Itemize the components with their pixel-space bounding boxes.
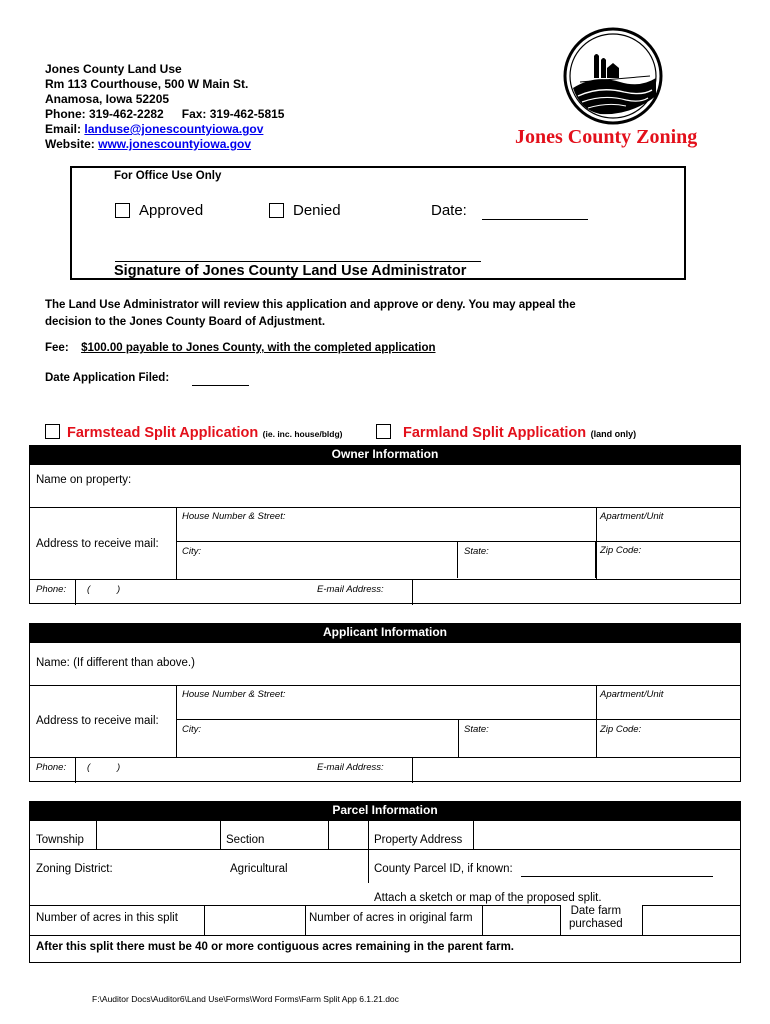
fee-label: Fee: xyxy=(45,342,69,354)
farmland-option xyxy=(403,424,636,442)
website-label: Website: xyxy=(45,137,95,151)
fee-text: $100.00 payable to Jones County, with the completed application xyxy=(81,342,436,354)
farmland-note: (land only) xyxy=(590,429,637,439)
signature-label: Signature of Jones County Land Use Administrator xyxy=(114,263,467,279)
parcel-footer-note: After this split there must be 40 or more contiguous acres remaining in the parent farm. xyxy=(36,941,514,953)
applicant-phone-close: ) xyxy=(117,762,121,773)
zoning-district-value: Agricultural xyxy=(230,863,288,875)
applicant-info-bar: Applicant Information xyxy=(29,623,741,642)
phone-text: Phone: 319-462-2282 xyxy=(45,107,164,121)
applicant-city-label: City: xyxy=(182,724,201,735)
file-path-footer: F:\Auditor Docs\Auditor6\Land Use\Forms\Word Forms\Farm Split App 6.1.21.doc xyxy=(92,994,399,1004)
farmland-label: Farmland Split Application xyxy=(403,425,587,441)
fax-text: Fax: 319-462-5815 xyxy=(181,107,285,121)
address-line-2: Anamosa, Iowa 52205 xyxy=(45,92,170,106)
owner-name-label: Name on property: xyxy=(36,474,132,486)
phone-fax-line xyxy=(45,107,284,122)
review-line-1: The Land Use Administrator will review this application and approve or deny. You may appeal the xyxy=(45,299,576,311)
applicant-phone-label: Phone: xyxy=(36,762,67,773)
denied-checkbox[interactable] xyxy=(269,203,284,218)
applicant-name-label: Name: (If different than above.) xyxy=(36,657,195,669)
email-link[interactable]: landuse@jonescountyiowa.gov xyxy=(84,122,264,136)
date-farm-purchased xyxy=(569,905,623,931)
office-date-field[interactable] xyxy=(482,219,588,220)
applicant-phone-open: ( xyxy=(87,762,91,773)
zoning-district-label: Zoning District: xyxy=(36,863,113,875)
owner-state-label: State: xyxy=(464,546,489,557)
applicant-apt-label: Apartment/Unit xyxy=(600,689,664,700)
org-name: Jones County Land Use xyxy=(45,62,182,76)
farmstead-checkbox[interactable] xyxy=(45,424,60,439)
office-use-title: For Office Use Only xyxy=(114,170,222,182)
fee-line xyxy=(45,342,436,354)
owner-info-bar: Owner Information xyxy=(29,445,741,464)
applicant-info-table xyxy=(29,642,741,782)
farmstead-option xyxy=(67,424,342,442)
office-use-box xyxy=(70,166,686,280)
property-address-label: Property Address xyxy=(374,834,463,846)
owner-phone-label: Phone: xyxy=(36,584,67,595)
owner-house-label: House Number & Street: xyxy=(182,511,286,522)
sketch-note: Attach a sketch or map of the proposed split. xyxy=(374,892,602,904)
approved-checkbox[interactable] xyxy=(115,203,130,218)
owner-city-label: City: xyxy=(182,546,201,557)
date-farm-label-2: purchased xyxy=(569,918,623,930)
farm-logo-icon xyxy=(560,26,670,126)
owner-phone-open: ( xyxy=(87,584,91,595)
applicant-email-label: E-mail Address: xyxy=(317,762,384,773)
owner-email-label: E-mail Address: xyxy=(317,584,384,595)
owner-phone-close: ) xyxy=(117,584,121,595)
applicant-zip-label: Zip Code: xyxy=(600,724,642,735)
parcel-id-field[interactable] xyxy=(521,876,713,877)
website-link[interactable]: www.jonescountyiowa.gov xyxy=(98,137,252,151)
applicant-state-label: State: xyxy=(464,724,489,735)
denied-label: Denied xyxy=(293,202,341,219)
owner-zip-label: Zip Code: xyxy=(600,545,642,556)
acres-split-label: Number of acres in this split xyxy=(36,912,178,924)
website-line xyxy=(45,137,251,152)
review-paragraph xyxy=(45,297,576,331)
date-filed-field[interactable] xyxy=(192,385,249,386)
date-farm-label-1: Date farm xyxy=(570,905,622,917)
county-logo xyxy=(560,26,670,126)
email-label: Email: xyxy=(45,122,82,136)
applicant-house-label: House Number & Street: xyxy=(182,689,286,700)
applicant-address-label: Address to receive mail: xyxy=(36,715,159,727)
section-label: Section xyxy=(226,834,265,846)
approved-label: Approved xyxy=(139,202,204,219)
signature-line[interactable] xyxy=(115,261,481,262)
parcel-info-bar: Parcel Information xyxy=(29,801,741,820)
address-line-1: Rm 113 Courthouse, 500 W Main St. xyxy=(45,77,249,91)
email-line xyxy=(45,122,263,137)
review-line-2: decision to the Jones County Board of Adjustment. xyxy=(45,316,326,328)
farmland-checkbox[interactable] xyxy=(376,424,391,439)
owner-info-table xyxy=(29,464,741,604)
township-label: Township xyxy=(36,834,84,846)
owner-address-label: Address to receive mail: xyxy=(36,538,159,550)
parcel-id-label: County Parcel ID, if known: xyxy=(374,863,513,875)
logo-title: Jones County Zoning xyxy=(515,126,698,148)
office-date-label: Date: xyxy=(431,202,467,219)
date-filed-label: Date Application Filed: xyxy=(45,372,170,384)
owner-apt-label: Apartment/Unit xyxy=(600,511,664,522)
farmstead-label: Farmstead Split Application xyxy=(67,425,259,441)
parcel-info-table xyxy=(29,820,741,963)
farmstead-note: (ie. inc. house/bldg) xyxy=(262,429,343,439)
acres-farm-label: Number of acres in original farm xyxy=(309,912,473,924)
